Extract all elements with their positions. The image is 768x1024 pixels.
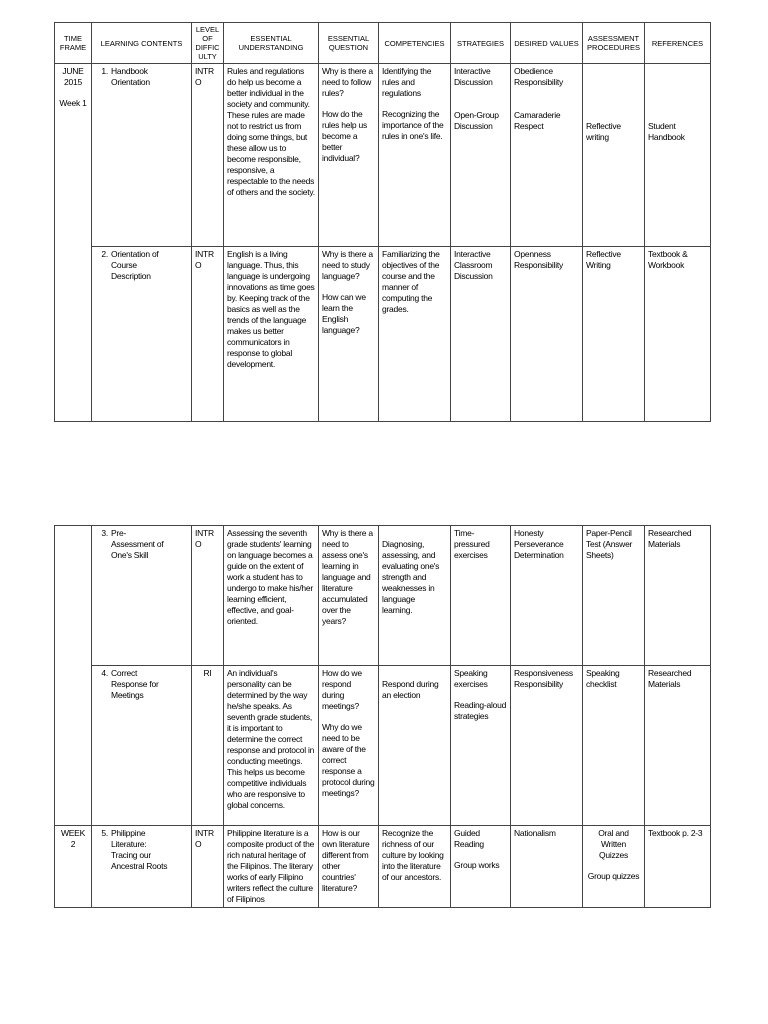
strategy-text: Reading-aloud strategies — [454, 700, 507, 721]
competency-cell: Familiarizing the objectives of the course and the manner of computing the grades. — [379, 247, 451, 422]
strategy-text: Interactive Discussion — [454, 66, 493, 87]
assessment-text: Oral and Written Quizzes — [598, 828, 629, 860]
time-frame-cell — [55, 64, 92, 422]
level-cell: INTRO — [192, 64, 224, 247]
question-text: Why is there a need to follow rules? — [322, 66, 373, 98]
header-assessment-procedures: ASSESSMENT PROCEDURES — [583, 23, 645, 64]
competency-text: Identifying the rules and regulations — [382, 66, 432, 98]
table-row — [55, 64, 711, 247]
competency-text: Respond during an election — [382, 679, 439, 700]
strategy-cell — [451, 826, 511, 908]
competency-text: Diagnosing, assessing, and evaluating one's strength and weaknesses in language learning. — [382, 539, 440, 615]
table-row — [55, 826, 711, 908]
header-competencies: COMPETENCIES — [379, 23, 451, 64]
table-row — [55, 247, 711, 422]
assessment-text: Group quizzes — [587, 871, 640, 881]
question-cell: How is our own literature different from other countries' literature? — [319, 826, 379, 908]
assessment-cell: Reflective Writing — [583, 247, 645, 422]
table-row — [55, 666, 711, 826]
understanding-cell: Philippine literature is a composite product of the rich natural heritage of the Filipinos. The literary works of early Filipino writers reflect the culture of Filipinos — [224, 826, 319, 908]
strategy-cell — [451, 666, 511, 826]
learning-content-cell — [92, 247, 192, 422]
strategy-text: Speaking exercises — [454, 668, 488, 689]
curriculum-table-2 — [54, 525, 711, 908]
strategy-text: Open-Group Discussion — [454, 110, 499, 131]
time-frame-cell — [55, 526, 92, 826]
understanding-cell: Assessing the seventh grade students' learning on language becomes a guide on the extent of work a student has to undergo to make his/her learning efficient, effective, and goal-oriented. — [224, 526, 319, 666]
values-cell: Nationalism — [511, 826, 583, 908]
header-time-frame: TIME FRAME — [55, 23, 92, 64]
assessment-cell — [583, 64, 645, 247]
reference-cell: Researched Materials — [645, 526, 711, 666]
understanding-cell: An individual's personality can be determined by the way he/she speaks. As seventh grade students, it is important to determine the correct response and protocol in conducting meetings. This helps us become competitive individuals who are responsive to global concerns. — [224, 666, 319, 826]
values-text: Camaraderie Respect — [514, 110, 561, 131]
level-cell: INTRO — [192, 247, 224, 422]
time-frame-week2: WEEK 2 — [55, 826, 92, 908]
assessment-cell — [583, 826, 645, 908]
reference-cell: Researched Materials — [645, 666, 711, 826]
question-cell: Why is there a need to assess one's learning in language and literature accumulated over the years? — [319, 526, 379, 666]
learning-content-cell — [92, 666, 192, 826]
level-cell: INTRO — [192, 526, 224, 666]
question-text: How do we respond during meetings? — [322, 668, 362, 711]
header-row — [55, 23, 711, 64]
learning-content: Philippine Literature: Tracing our Ancestral Roots — [111, 828, 168, 871]
item-number: 2. — [101, 249, 108, 259]
understanding-cell: Rules and regulations do help us become a better individual in the society and community. These rules are made not to restrict us from doing some things, but these allow us to become responsible, responsive, a respectable to the needs of others and the society. — [224, 64, 319, 247]
question-text: How can we learn the English language? — [322, 292, 366, 335]
question-cell — [319, 64, 379, 247]
values-cell: Honesty Perseverance Determination — [511, 526, 583, 666]
question-cell — [319, 666, 379, 826]
reference-cell — [645, 64, 711, 247]
header-essential-understanding: ESSENTIAL UNDERSTANDING — [224, 23, 319, 64]
learning-content: Handbook Orientation — [111, 66, 150, 87]
learning-content: Orientation of Course Description — [111, 249, 159, 281]
curriculum-table-1 — [54, 22, 711, 422]
strategy-cell — [451, 64, 511, 247]
table-row — [55, 526, 711, 666]
header-strategies: STRATEGIES — [451, 23, 511, 64]
strategy-text: Guided Reading — [454, 828, 484, 849]
competency-cell: Recognize the richness of our culture by looking into the literature of our ancestors. — [379, 826, 451, 908]
strategy-cell: Time-pressured exercises — [451, 526, 511, 666]
understanding-cell: English is a living language. Thus, this language is undergoing innovations as time goes by. Keeping track of the basics as well as the trends of the language makes us better communicators in response to global development. — [224, 247, 319, 422]
assessment-cell: Paper-Pencil Test (Answer Sheets) — [583, 526, 645, 666]
learning-content-cell — [92, 526, 192, 666]
reference-text: Student Handbook — [648, 121, 685, 142]
assessment-text: Reflective writing — [586, 121, 621, 142]
time-frame-date: JUNE 2015 — [62, 66, 84, 87]
time-frame-week: Week 1 — [59, 98, 87, 108]
item-number: 5. — [101, 828, 108, 838]
header-essential-question: ESSENTIAL QUESTION — [319, 23, 379, 64]
item-number: 1. — [101, 66, 108, 76]
values-text: Obedience Responsibility — [514, 66, 563, 87]
reference-cell: Textbook & Workbook — [645, 247, 711, 422]
competency-cell — [379, 64, 451, 247]
learning-content: Pre-Assessment of One's Skill — [111, 528, 164, 560]
values-cell: Responsiveness Responsibility — [511, 666, 583, 826]
competency-cell — [379, 526, 451, 666]
question-text: Why is there a need to study language? — [322, 249, 373, 281]
competency-text: Recognizing the importance of the rules in one's life. — [382, 109, 444, 141]
competency-cell — [379, 666, 451, 826]
item-number: 4. — [101, 668, 108, 678]
learning-content: Correct Response for Meetings — [111, 668, 159, 700]
header-references: REFERENCES — [645, 23, 711, 64]
question-cell — [319, 247, 379, 422]
question-text: Why do we need to be aware of the correct response a protocol during meetings? — [322, 722, 375, 798]
strategy-cell: Interactive Classroom Discussion — [451, 247, 511, 422]
item-number: 3. — [101, 528, 108, 538]
assessment-cell: Speaking checklist — [583, 666, 645, 826]
values-cell: Openness Responsibility — [511, 247, 583, 422]
level-cell: INTRO — [192, 826, 224, 908]
header-level-of-difficulty: LEVEL OF DIFFIC ULTY — [192, 23, 224, 64]
header-learning-contents: LEARNING CONTENTS — [92, 23, 192, 64]
learning-content-cell — [92, 64, 192, 247]
level-cell: RI — [192, 666, 224, 826]
values-cell — [511, 64, 583, 247]
learning-content-cell — [92, 826, 192, 908]
header-desired-values: DESIRED VALUES — [511, 23, 583, 64]
question-text: How do the rules help us become a better individual? — [322, 109, 367, 163]
strategy-text: Group works — [454, 860, 500, 870]
reference-cell: Textbook p. 2-3 — [645, 826, 711, 908]
